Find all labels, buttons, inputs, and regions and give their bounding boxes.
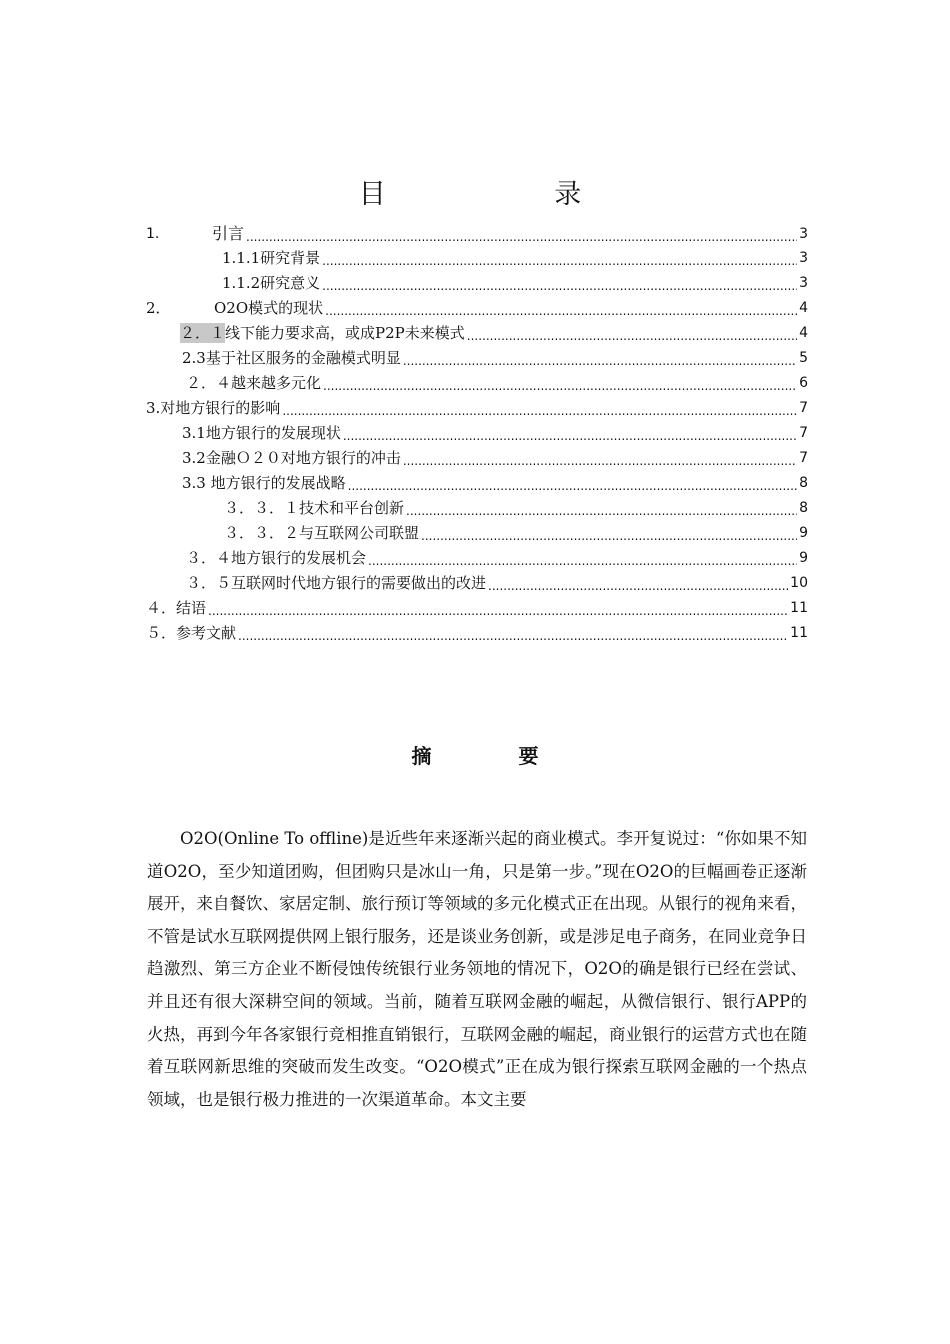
- toc-entry[interactable]: [186, 371, 808, 393]
- toc-entry-label: 1.1.1研究背景: [222, 249, 321, 267]
- toc-dot-leader: [368, 548, 797, 568]
- toc-entry-page: 4: [799, 325, 808, 341]
- abstract-title: 摘 要: [411, 744, 579, 768]
- toc-entry-page: 7: [799, 450, 808, 466]
- toc-entry-label: ５．参考文献: [146, 624, 237, 642]
- toc-entry-page: 7: [799, 425, 808, 441]
- toc-entry[interactable]: [186, 546, 808, 568]
- toc-entry-label: 引言: [212, 224, 245, 243]
- toc-entry-page: 8: [799, 475, 808, 491]
- toc-dot-leader: [246, 224, 797, 244]
- toc-entry-page: 7: [799, 400, 808, 416]
- toc-dot-leader: [348, 473, 797, 493]
- toc-entry-page: 6: [799, 375, 808, 391]
- toc-entry[interactable]: [146, 296, 808, 318]
- toc-dot-leader: [467, 323, 797, 343]
- toc-entry[interactable]: [182, 471, 808, 493]
- toc-entry[interactable]: [224, 496, 808, 518]
- toc-entry-number: ２．１: [180, 324, 226, 342]
- toc-entry-page: 5: [799, 350, 808, 366]
- toc-dot-leader: [325, 298, 797, 318]
- toc-dot-leader: [282, 398, 797, 418]
- toc-entry-page: 9: [799, 525, 808, 541]
- toc-dot-leader: [406, 498, 797, 518]
- toc-entry-number: 1.: [146, 226, 160, 242]
- toc-entry-page: 3: [799, 250, 808, 266]
- toc-dot-leader: [208, 598, 788, 618]
- toc-entry-label: O2O模式的现状: [214, 299, 324, 317]
- abstract-body: O2O(Online To offline)是近些年来逐渐兴起的商业模式。李开复说过：“你如果不知道O2O，至少知道团购，但团购只是冰山一角，只是第一步。”现在O2O的巨幅画卷正逐渐展开，来自餐饮、家居定制、旅行预订等领域的多元化模式正在出现。从银行的视角来看，不管是试水互联网提供网上银行服务，还是谈业务创新，或是涉足电子商务，在同业竞争日趋激烈、第三方企业不断侵蚀传统银行业务领地的情况下，O2O的确是银行已经在尝试、并且还有很大深耕空间的领域。当前，随着互联网金融的崛起，从微信银行、银行APP的火热，再到今年各家银行竞相推直销银行，互联网金融的崛起，商业银行的运营方式也在随着互联网新思维的突破而发生改变。“O2O模式”正在成为银行探索互联网金融的一个热点领域，也是银行极力推进的一次渠道革命。本文主要: [147, 829, 807, 1109]
- toc-title: 目 录: [358, 179, 662, 210]
- toc-entry[interactable]: [180, 321, 808, 343]
- toc-entry-label: ３．５互联网时代地方银行的需要做出的改进: [186, 574, 487, 592]
- toc-entry[interactable]: [222, 246, 808, 268]
- toc-entry[interactable]: [224, 521, 808, 543]
- toc-dot-leader: [421, 523, 797, 543]
- toc-entry-page: 10: [790, 575, 808, 591]
- toc-entry-label: 3.1地方银行的发展现状: [182, 424, 341, 442]
- toc-dot-leader: [238, 623, 788, 643]
- toc-entry[interactable]: [182, 421, 808, 443]
- toc-entry-page: 3: [799, 275, 808, 291]
- toc-entry-label: 1.1.2研究意义: [222, 274, 321, 292]
- toc-entry[interactable]: [186, 571, 808, 593]
- toc-dot-leader: [322, 248, 797, 268]
- toc-entry-label: 3.3 地方银行的发展战略: [182, 474, 346, 492]
- toc-entry[interactable]: [146, 222, 808, 244]
- toc-entry-label: ３．４地方银行的发展机会: [186, 549, 367, 567]
- toc-entry[interactable]: [182, 446, 808, 468]
- toc-entry-page: 8: [799, 500, 808, 516]
- toc-entry[interactable]: [146, 396, 808, 418]
- toc-entry[interactable]: [146, 596, 808, 618]
- toc-entry-page: 11: [790, 625, 808, 641]
- toc-entry-label: 3.2金融Ｏ２０对地方银行的冲击: [182, 449, 401, 467]
- toc-dot-leader: [322, 273, 797, 293]
- toc-dot-leader: [323, 373, 797, 393]
- toc-entry-page: 11: [790, 600, 808, 616]
- toc-entry-label: 2.3基于社区服务的金融模式明显: [182, 349, 401, 367]
- toc-dot-leader: [343, 423, 797, 443]
- toc-entry-label: ４．结语: [146, 599, 207, 617]
- toc-entry-label: 线下能力要求高，或成P2P未来模式: [225, 324, 465, 342]
- toc-entry-page: 3: [799, 226, 808, 242]
- toc-dot-leader: [403, 348, 797, 368]
- toc-entry-page: 9: [799, 550, 808, 566]
- toc-entry-label: ３．３．１技术和平台创新: [224, 499, 405, 517]
- toc-entry[interactable]: [182, 346, 808, 368]
- toc-dot-leader: [488, 573, 788, 593]
- toc-entry-number: 2．: [146, 299, 171, 317]
- toc-entry-page: 4: [799, 300, 808, 316]
- toc-entry-label: ２．４越来越多元化: [186, 374, 322, 392]
- toc-entry[interactable]: [222, 271, 808, 293]
- toc-entry-label: 3.对地方银行的影响: [146, 399, 281, 417]
- toc-dot-leader: [403, 448, 797, 468]
- toc-entry[interactable]: [146, 621, 808, 643]
- toc-entry-label: ３．３．２与互联网公司联盟: [224, 524, 420, 542]
